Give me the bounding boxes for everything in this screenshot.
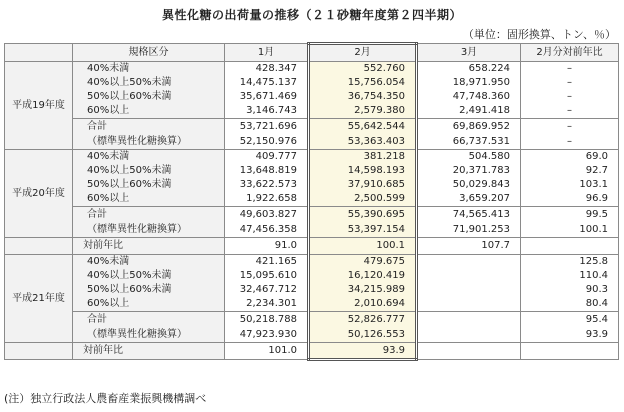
table-body bbox=[5, 62, 619, 360]
value-jan: 15,095.610 bbox=[225, 269, 309, 283]
era-blank bbox=[5, 343, 73, 360]
value-ratio: 99.5 bbox=[521, 207, 619, 223]
value-jan: 13,648.819 bbox=[225, 164, 309, 178]
value-mar bbox=[417, 255, 521, 269]
value-mar: 107.7 bbox=[417, 238, 521, 255]
value-jan: 409.777 bbox=[225, 150, 309, 164]
row-label: （標準異性化糖換算） bbox=[73, 328, 225, 343]
row-label: 対前年比 bbox=[73, 238, 225, 255]
shipment-table bbox=[4, 42, 619, 361]
row-label: 40%未満 bbox=[73, 62, 225, 76]
value-jan: 421.165 bbox=[225, 255, 309, 269]
row-label: 合計 bbox=[73, 119, 225, 135]
value-feb: 2,010.694 bbox=[309, 297, 417, 312]
value-mar bbox=[417, 312, 521, 328]
value-mar: 69,869.952 bbox=[417, 119, 521, 135]
row-label: 40%以上50%未満 bbox=[73, 76, 225, 90]
row-label: 40%未満 bbox=[73, 255, 225, 269]
value-jan: 14,475.137 bbox=[225, 76, 309, 90]
row-label: 40%以上50%未満 bbox=[73, 164, 225, 178]
value-mar: 2,491.418 bbox=[417, 104, 521, 119]
value-mar: 74,565.413 bbox=[417, 207, 521, 223]
header-ratio: 2月分対前年比 bbox=[521, 44, 619, 62]
value-ratio: 96.9 bbox=[521, 192, 619, 207]
row-label: 対前年比 bbox=[73, 343, 225, 360]
value-mar bbox=[417, 328, 521, 343]
value-ratio: – bbox=[521, 62, 619, 76]
value-ratio: 80.4 bbox=[521, 297, 619, 312]
value-ratio bbox=[521, 238, 619, 255]
value-mar bbox=[417, 269, 521, 283]
value-feb: 52,826.777 bbox=[309, 312, 417, 328]
value-ratio: – bbox=[521, 119, 619, 135]
header-feb: 2月 bbox=[309, 44, 417, 62]
era-label: 平成20年度 bbox=[5, 150, 73, 238]
table-row bbox=[5, 297, 619, 312]
table-row bbox=[5, 90, 619, 104]
value-jan: 428.347 bbox=[225, 62, 309, 76]
value-feb: 53,363.403 bbox=[309, 135, 417, 150]
value-feb: 34,215.989 bbox=[309, 283, 417, 297]
value-mar: 504.580 bbox=[417, 150, 521, 164]
value-feb: 15,756.054 bbox=[309, 76, 417, 90]
value-feb: 2,579.380 bbox=[309, 104, 417, 119]
table-row bbox=[5, 164, 619, 178]
value-ratio: 125.8 bbox=[521, 255, 619, 269]
row-label: 合計 bbox=[73, 207, 225, 223]
value-feb: 55,642.544 bbox=[309, 119, 417, 135]
value-feb: 479.675 bbox=[309, 255, 417, 269]
value-ratio: – bbox=[521, 104, 619, 119]
value-mar bbox=[417, 343, 521, 360]
value-jan: 3,146.743 bbox=[225, 104, 309, 119]
value-jan: 47,923.930 bbox=[225, 328, 309, 343]
value-ratio: 90.3 bbox=[521, 283, 619, 297]
era-label: 平成21年度 bbox=[5, 255, 73, 343]
value-jan: 35,671.469 bbox=[225, 90, 309, 104]
value-ratio: – bbox=[521, 90, 619, 104]
value-ratio bbox=[521, 343, 619, 360]
value-feb: 2,500.599 bbox=[309, 192, 417, 207]
table-row bbox=[5, 178, 619, 192]
value-feb: 50,126.553 bbox=[309, 328, 417, 343]
value-jan: 50,218.788 bbox=[225, 312, 309, 328]
value-jan: 1,922.658 bbox=[225, 192, 309, 207]
value-jan: 33,622.573 bbox=[225, 178, 309, 192]
value-mar: 66,737.531 bbox=[417, 135, 521, 150]
table-row bbox=[5, 223, 619, 238]
value-feb: 55,390.695 bbox=[309, 207, 417, 223]
value-jan: 91.0 bbox=[225, 238, 309, 255]
value-feb: 37,910.685 bbox=[309, 178, 417, 192]
value-ratio: 103.1 bbox=[521, 178, 619, 192]
row-label: 60%以上 bbox=[73, 104, 225, 119]
value-feb: 16,120.419 bbox=[309, 269, 417, 283]
value-ratio: – bbox=[521, 76, 619, 90]
header-era bbox=[5, 44, 73, 62]
header-category: 規格区分 bbox=[73, 44, 225, 62]
value-feb: 552.760 bbox=[309, 62, 417, 76]
table-row bbox=[5, 328, 619, 343]
table-row bbox=[5, 207, 619, 223]
value-feb: 93.9 bbox=[309, 343, 417, 360]
table-row bbox=[5, 269, 619, 283]
header-jan: 1月 bbox=[225, 44, 309, 62]
table-row bbox=[5, 104, 619, 119]
value-mar: 71,901.253 bbox=[417, 223, 521, 238]
header-row bbox=[5, 44, 619, 62]
table-row bbox=[5, 62, 619, 76]
table-title: 異性化糖の出荷量の推移（２１砂糖年度第２四半期） bbox=[161, 8, 462, 22]
table-row bbox=[5, 135, 619, 150]
value-jan: 101.0 bbox=[225, 343, 309, 360]
value-feb: 381.218 bbox=[309, 150, 417, 164]
value-mar: 20,371.783 bbox=[417, 164, 521, 178]
value-feb: 36,754.350 bbox=[309, 90, 417, 104]
row-label: 50%以上60%未満 bbox=[73, 283, 225, 297]
table-row bbox=[5, 238, 619, 255]
table-row bbox=[5, 150, 619, 164]
value-ratio: 93.9 bbox=[521, 328, 619, 343]
header-mar: 3月 bbox=[417, 44, 521, 62]
row-label: 60%以上 bbox=[73, 297, 225, 312]
row-label: 40%以上50%未満 bbox=[73, 269, 225, 283]
value-ratio: 95.4 bbox=[521, 312, 619, 328]
value-jan: 47,456.358 bbox=[225, 223, 309, 238]
era-blank bbox=[5, 238, 73, 255]
value-jan: 49,603.827 bbox=[225, 207, 309, 223]
era-label: 平成19年度 bbox=[5, 62, 73, 150]
row-label: 40%未満 bbox=[73, 150, 225, 164]
value-mar: 18,971.950 bbox=[417, 76, 521, 90]
value-jan: 32,467.712 bbox=[225, 283, 309, 297]
value-mar bbox=[417, 283, 521, 297]
value-ratio: 110.4 bbox=[521, 269, 619, 283]
row-label: 合計 bbox=[73, 312, 225, 328]
row-label: 60%以上 bbox=[73, 192, 225, 207]
value-feb: 14,598.193 bbox=[309, 164, 417, 178]
value-jan: 52,150.976 bbox=[225, 135, 309, 150]
value-ratio: 69.0 bbox=[521, 150, 619, 164]
table-row bbox=[5, 343, 619, 360]
value-feb: 53,397.154 bbox=[309, 223, 417, 238]
footnote: (注）独立行政法人農畜産業振興機構調べ bbox=[4, 392, 207, 405]
value-ratio: – bbox=[521, 135, 619, 150]
value-mar: 50,029.843 bbox=[417, 178, 521, 192]
row-label: 50%以上60%未満 bbox=[73, 178, 225, 192]
row-label: 50%以上60%未満 bbox=[73, 90, 225, 104]
table-row bbox=[5, 119, 619, 135]
value-ratio: 100.1 bbox=[521, 223, 619, 238]
value-jan: 53,721.696 bbox=[225, 119, 309, 135]
table-row bbox=[5, 192, 619, 207]
table-row bbox=[5, 76, 619, 90]
row-label: （標準異性化糖換算） bbox=[73, 223, 225, 238]
table-row bbox=[5, 312, 619, 328]
value-mar: 47,748.360 bbox=[417, 90, 521, 104]
row-label: （標準異性化糖換算） bbox=[73, 135, 225, 150]
value-mar: 658.224 bbox=[417, 62, 521, 76]
value-ratio: 92.7 bbox=[521, 164, 619, 178]
table-row bbox=[5, 255, 619, 269]
value-mar bbox=[417, 297, 521, 312]
value-jan: 2,234.301 bbox=[225, 297, 309, 312]
value-feb: 100.1 bbox=[309, 238, 417, 255]
table-row bbox=[5, 283, 619, 297]
unit-note: （単位：固形換算、トン、％） bbox=[462, 28, 616, 41]
value-mar: 3,659.207 bbox=[417, 192, 521, 207]
